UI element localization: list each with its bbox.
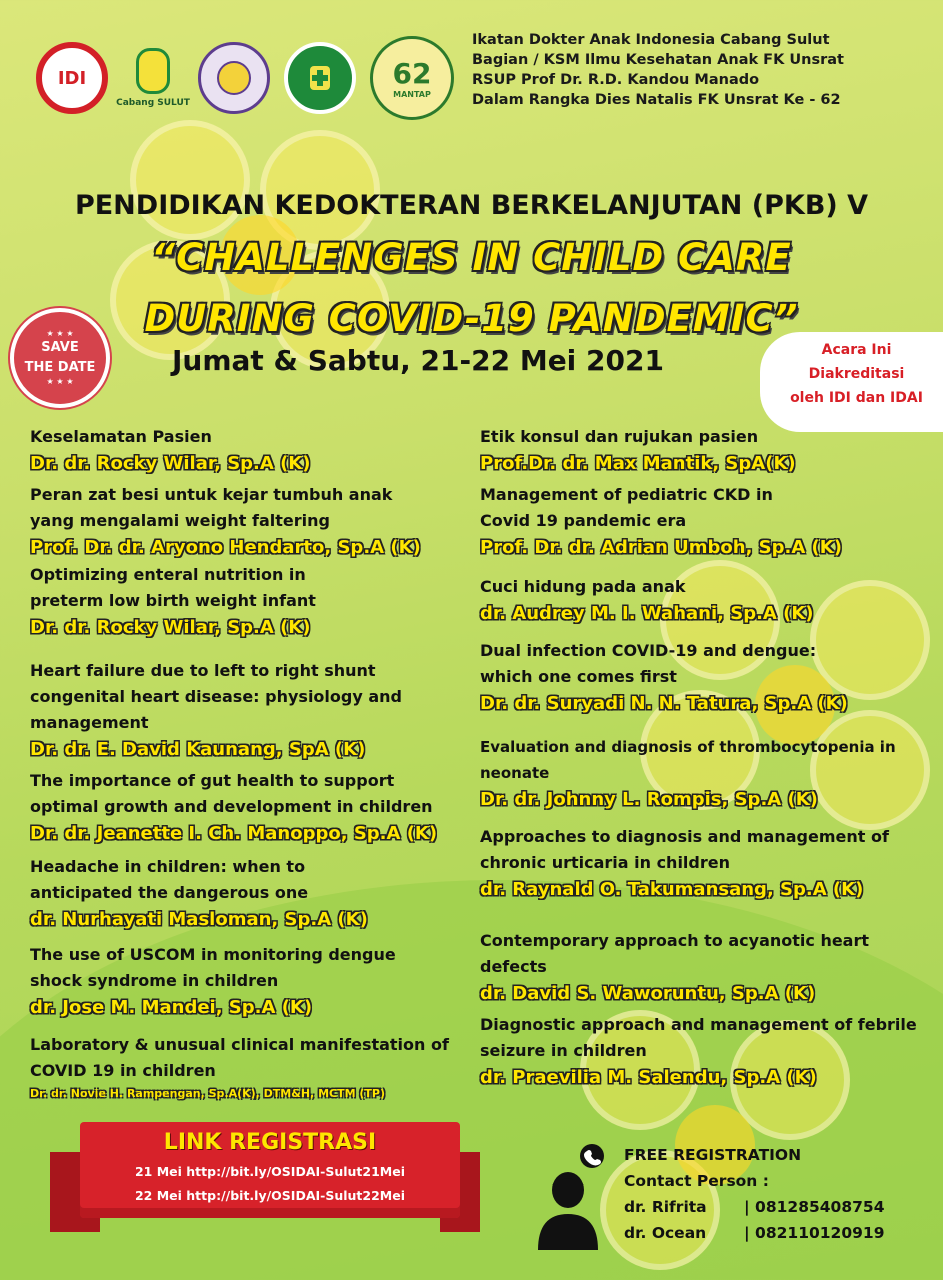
session-item	[480, 638, 935, 734]
session-item	[30, 562, 470, 658]
stamp-line-1: SAVE	[41, 340, 79, 355]
stamp-stars-icon: ★ ★ ★	[46, 329, 74, 338]
idi-logo	[36, 42, 108, 114]
organizer-line: Dalam Rangka Dies Natalis FK Unsrat Ke - 62	[472, 92, 841, 108]
free-registration-label: FREE REGISTRATION	[624, 1146, 802, 1164]
idai-logo	[116, 42, 190, 114]
contact-person-icon	[530, 1142, 620, 1252]
stamp-stars-icon: ★ ★ ★	[46, 377, 74, 386]
session-item	[30, 658, 470, 768]
registration-link-day1[interactable]: 21 Mei http://bit.ly/OSIDAI-Sulut21Mei	[134, 1164, 405, 1179]
accreditation-badge	[760, 332, 943, 432]
session-topic: Headache in children: when to anticipated the dangerous one	[30, 857, 309, 902]
dies-natalis-logo	[370, 36, 454, 120]
session-speaker: Dr. dr. Suryadi N. N. Tatura, Sp.A (K)	[480, 693, 848, 714]
session-item	[480, 734, 935, 824]
fk-emblem-icon	[302, 60, 338, 96]
organizer-text	[472, 30, 844, 110]
left-session-list	[30, 424, 470, 1104]
organizer-line: Bagian / KSM Ilmu Kesehatan Anak FK Unsrat	[472, 52, 844, 68]
theme-line-2: DURING COVID-19 PANDEMIC”	[144, 297, 799, 340]
session-item	[480, 574, 935, 638]
dies-number: 62	[392, 57, 432, 90]
dies-caption: MANTAP	[393, 90, 431, 99]
contact-name: dr. Rifrita	[624, 1198, 707, 1216]
contact-person-label: Contact Person :	[624, 1172, 769, 1190]
session-topic: Contemporary approach to acyanotic heart defects	[480, 931, 870, 976]
session-speaker: dr. Raynald O. Takumansang, Sp.A (K)	[480, 879, 864, 900]
session-speaker: Dr. dr. Rocky Wilar, Sp.A (K)	[30, 453, 311, 474]
idai-emblem-icon	[136, 48, 170, 94]
session-topic: Keselamatan Pasien	[30, 427, 212, 446]
session-item	[30, 1032, 470, 1104]
session-topic: Heart failure due to left to right shunt congenital heart disease: physiology and management	[30, 661, 402, 732]
event-date: Jumat & Sabtu, 21-22 Mei 2021	[172, 344, 664, 377]
session-item	[30, 482, 470, 562]
contact-block	[624, 1142, 884, 1246]
contact-row	[624, 1194, 884, 1220]
organizer-line: Ikatan Dokter Anak Indonesia Cabang Sulut	[472, 32, 830, 48]
session-speaker: Prof. Dr. dr. Aryono Hendarto, Sp.A (K)	[30, 537, 421, 558]
session-speaker: Dr. dr. E. David Kaunang, SpA (K)	[30, 739, 366, 760]
idai-caption: Cabang SULUT	[116, 98, 190, 108]
stamp-line-2: THE DATE	[24, 360, 96, 375]
session-item	[480, 824, 935, 928]
session-speaker: dr. Praevilia M. Salendu, Sp.A (K)	[480, 1067, 817, 1088]
session-speaker: dr. Audrey M. I. Wahani, Sp.A (K)	[480, 603, 814, 624]
contact-phone[interactable]: | 082110120919	[744, 1224, 885, 1242]
accreditation-line: Diakreditasi	[808, 366, 905, 382]
session-topic: Evaluation and diagnosis of thrombocytopenia in neonate	[480, 738, 896, 782]
session-topic: The use of USCOM in monitoring dengue shock syndrome in children	[30, 945, 396, 990]
theme-line-1: “CHALLENGES IN CHILD CARE	[151, 236, 792, 279]
session-speaker: Dr. dr. Novie H. Rampengan, Sp.A(K), DTM&H, MCTM (TP)	[30, 1087, 385, 1100]
session-speaker: dr. Jose M. Mandei, Sp.A (K)	[30, 997, 313, 1018]
session-topic: Peran zat besi untuk kejar tumbuh anak yang mengalami weight faltering	[30, 485, 393, 530]
session-topic: Management of pediatric CKD in Covid 19 pandemic era	[480, 485, 773, 530]
session-item	[480, 928, 935, 1012]
session-speaker: Dr. dr. Rocky Wilar, Sp.A (K)	[30, 617, 311, 638]
organizer-line: RSUP Prof Dr. R.D. Kandou Manado	[472, 72, 760, 88]
session-item	[480, 1012, 935, 1092]
registration-banner	[50, 1122, 470, 1242]
session-item	[480, 424, 935, 482]
session-speaker: Dr. dr. Jeanette I. Ch. Manoppo, Sp.A (K)	[30, 823, 438, 844]
idi-logo-text: IDI	[57, 67, 87, 89]
fk-logo	[284, 42, 356, 114]
session-speaker: dr. David S. Waworuntu, Sp.A (K)	[480, 983, 816, 1004]
contact-phone[interactable]: | 081285408754	[744, 1198, 885, 1216]
session-speaker: Prof. Dr. dr. Adrian Umboh, Sp.A (K)	[480, 537, 842, 558]
unsrat-emblem-icon	[214, 58, 254, 98]
session-topic: Laboratory & unusual clinical manifestation of COVID 19 in children	[30, 1035, 449, 1080]
save-the-date-stamp	[10, 308, 110, 408]
logo-row	[36, 36, 454, 120]
session-topic: Etik konsul dan rujukan pasien	[480, 427, 759, 446]
session-speaker: Dr. dr. Johnny L. Rompis, Sp.A (K)	[480, 789, 818, 810]
contact-row	[624, 1220, 884, 1246]
right-session-list	[480, 424, 935, 1092]
accreditation-line: oleh IDI dan IDAI	[790, 390, 923, 406]
accreditation-line: Acara Ini	[821, 342, 892, 358]
session-topic: Cuci hidung pada anak	[480, 577, 686, 596]
session-item	[30, 854, 470, 942]
contact-name: dr. Ocean	[624, 1224, 707, 1242]
session-topic: Diagnostic approach and management of febrile seizure in children	[480, 1015, 917, 1060]
session-speaker: dr. Nurhayati Masloman, Sp.A (K)	[30, 909, 368, 930]
session-topic: The importance of gut health to support optimal growth and development in children	[30, 771, 433, 816]
session-speaker: Prof.Dr. dr. Max Mantik, SpA(K)	[480, 453, 796, 474]
session-topic: Optimizing enteral nutrition in preterm low birth weight infant	[30, 565, 316, 610]
registration-link-day2[interactable]: 22 Mei http://bit.ly/OSIDAI-Sulut22Mei	[134, 1188, 405, 1203]
session-item	[480, 482, 935, 574]
session-item	[30, 424, 470, 482]
session-item	[30, 942, 470, 1032]
event-title: PENDIDIKAN KEDOKTERAN BERKELANJUTAN (PKB) V	[74, 190, 869, 221]
unsrat-logo	[198, 42, 270, 114]
session-topic: Dual infection COVID-19 and dengue: which one comes first	[480, 641, 817, 686]
session-item	[30, 768, 470, 854]
session-topic: Approaches to diagnosis and management of chronic urticaria in children	[480, 827, 889, 872]
registration-title: LINK REGISTRASI	[163, 1130, 377, 1155]
